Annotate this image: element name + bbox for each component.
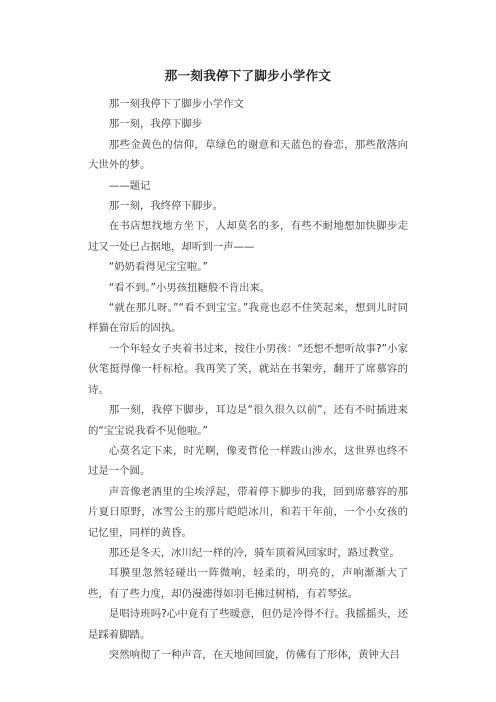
- paragraph: 那一刻，我停下脚步: [108, 118, 203, 131]
- document-title: 那一刻我停下了脚步小学作文: [164, 68, 332, 83]
- paragraph: “就在那儿呀。”“看不到宝宝。”我竟也忍不住笑起来，想到儿时同样猫在帘后的固执。: [88, 302, 408, 335]
- paragraph: “看不到。”小男孩扭糖般不肯出来。: [108, 281, 271, 294]
- paragraph: 耳膜里忽然轻碰出一阵微响，轻柔的，明亮的，声响渐渐大了些，有了些力度，却仍漫漶得如羽毛拂过树梢，有若琴弦。: [88, 567, 408, 600]
- paragraph: “奶奶看得见宝宝啦。”: [108, 261, 208, 274]
- paragraph: 那一刻，我停下脚步，耳边是“很久很久以前”，还有不时插进来的“宝宝说我看不见他啦。”: [88, 404, 408, 437]
- paragraph: 心莫名定下来，时光啊，像麦哲伦一样跋山涉水，这世界也终不过是一个圆。: [88, 444, 408, 478]
- paragraph: 突然响彻了一种声音，在天地间回旋，仿佛有了形体，黄钟大吕: [108, 648, 400, 661]
- paragraph: 在书店想找地方坐下，人却莫名的多，有些不耐地想加快脚步走过又一处已占据地，却听到一声——: [88, 220, 408, 253]
- paragraph: 那一刻我停下了脚步小学作文: [108, 98, 244, 110]
- paragraph: ——题记: [108, 179, 151, 192]
- paragraph: 那一刻，我终停下脚步。: [108, 200, 224, 213]
- document-body: [88, 94, 408, 665]
- paragraph: 那些金黄色的信仰，草绿色的谢意和天蓝色的眷恋，那些散落向大世外的梦。: [88, 138, 408, 172]
- paragraph: 是唱诗班吗?心中竟有了些暖意，但仍是冷得不行。我摇摇头，还是踩着脚踏。: [88, 608, 408, 641]
- paragraph: 那还是冬天，冰川纪一样的冷，骑车顶着风回家时，路过教堂。: [108, 546, 400, 559]
- paragraph: 声音像老酒里的尘埃浮起，带着停下脚步的我，回到席慕容的那片夏日原野，冰雪公主的那片皑皑冰川，和若干年前，一个小女孩的记忆里，同样的黄昏。: [88, 485, 408, 539]
- paragraph: 一个年轻女子夹着书过来，按住小男孩：“还想不想听故事?”小家伙笔挺得像一杆标枪。我再笑了笑，就站在书架旁，翻开了席慕容的诗。: [88, 342, 408, 396]
